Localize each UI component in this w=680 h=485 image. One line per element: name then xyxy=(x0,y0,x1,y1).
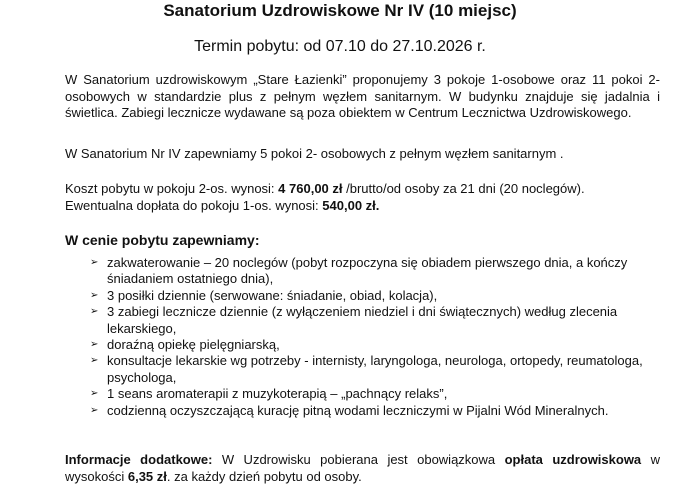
included-heading: W cenie pobytu zapewniamy: xyxy=(65,232,260,248)
arrowhead-bullet-icon: ➢ xyxy=(90,257,99,268)
cost-text: Ewentualna dopłata do pokoju 1-os. wynosi: xyxy=(65,197,323,213)
stay-dates: Termin pobytu: od 07.10 do 27.10.2026 r. xyxy=(194,38,486,55)
list-item xyxy=(90,353,650,386)
list-item-text: 3 zabiegi lecznicze dziennie (z wyłączeniem niedziel i dni świątecznych) według zlecenia lekarskiego, xyxy=(107,304,618,336)
list-item-text: codzienną oczyszczającą kurację pitną wodami leczniczymi w Pijalni Wód Mineralnych. xyxy=(107,402,609,418)
arrowhead-bullet-icon: ➢ xyxy=(90,404,99,416)
cost-text: Koszt pobytu w pokoju 2-os. wynosi: xyxy=(65,181,279,196)
additional-info xyxy=(65,452,660,485)
arrowhead-bullet-icon: ➢ xyxy=(90,388,99,400)
cost-paragraph xyxy=(65,181,660,214)
list-item-text: zakwaterowanie – 20 noclegów (pobyt rozpoczyna się obiadem pierwszego dnia, a kończy śniadaniem ostatniego dnia), xyxy=(107,255,628,287)
arrowhead-bullet-icon: ➢ xyxy=(90,289,99,301)
info-label: Informacje dodatkowe: xyxy=(65,452,213,467)
list-item xyxy=(90,403,650,419)
cost-text: /brutto/od osoby za 21 dni (20 noclegów). xyxy=(342,181,585,196)
intro-paragraph: W Sanatorium uzdrowiskowym „Stare Łazienki” proponujemy 3 pokoje 1-osobowe oraz 11 pokoi 2- osobowych w standardzie plus z pełnym węzłem sanitarnym. W budynku znajduje się jadalnia i świetlica. Zabiegi lecznicze wydawane są poza obiektem w Centrum Lecznictwa Uzdrowiskowego. xyxy=(65,72,660,121)
fee-label: opłata uzdrowiskowa xyxy=(504,452,642,467)
arrowhead-bullet-icon: ➢ xyxy=(90,339,99,351)
list-item xyxy=(90,288,650,304)
arrowhead-bullet-icon: ➢ xyxy=(90,355,99,367)
info-text: W Uzdrowisku pobierana jest obowiązkowa xyxy=(212,452,505,467)
list-item-text: 3 posiłki dziennie (serwowane: śniadanie, obiad, kolacja), xyxy=(107,287,438,303)
fee-amount: 6,35 zł xyxy=(127,468,167,484)
list-item-text: 1 seans aromaterapii z muzykoterapią – „pachnący relaks”, xyxy=(107,386,448,402)
price-double: 4 760,00 zł xyxy=(278,181,343,196)
list-item xyxy=(90,304,650,337)
included-list xyxy=(90,255,650,419)
list-item-text: konsultacje lekarskie wg potrzeby - internisty, laryngologa, neurologa, ortopedy, reumatologa, psychologa, xyxy=(107,353,643,385)
list-item xyxy=(90,337,650,353)
page-title: Sanatorium Uzdrowiskowe Nr IV (10 miejsc) xyxy=(163,1,517,20)
info-text: w wysokości xyxy=(65,452,660,484)
arrowhead-bullet-icon: ➢ xyxy=(90,306,99,318)
list-item xyxy=(90,386,650,402)
list-item xyxy=(90,255,650,288)
price-single-supplement: 540,00 zł. xyxy=(322,197,380,213)
info-text: . za każdy dzień pobytu od osoby. xyxy=(166,468,362,484)
list-item-text: doraźną opiekę pielęgniarską, xyxy=(107,337,280,353)
sanatorium-iv-paragraph: W Sanatorium Nr IV zapewniamy 5 pokoi 2- osobowych z pełnym węzłem sanitarnym . xyxy=(65,146,564,161)
